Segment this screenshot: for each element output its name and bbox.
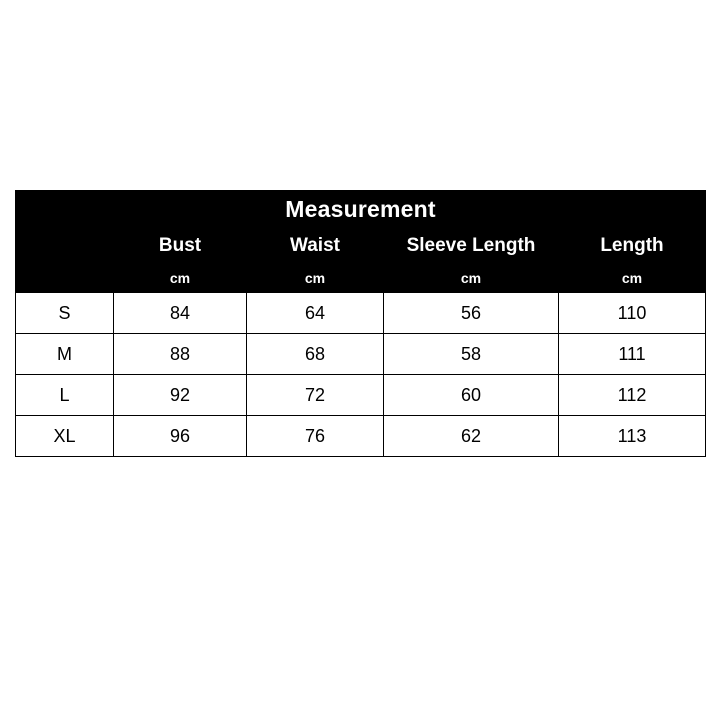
header-cell-length: Length	[559, 228, 706, 264]
unit-cell-sleeve-length: cm	[384, 264, 559, 293]
cell-bust: 84	[114, 293, 247, 334]
table-unit-row	[16, 264, 706, 293]
table-row	[16, 375, 706, 416]
table-title: Measurement	[16, 191, 706, 228]
unit-cell-bust: cm	[114, 264, 247, 293]
unit-cell-corner	[16, 264, 114, 293]
cell-bust: 96	[114, 416, 247, 457]
cell-length: 113	[559, 416, 706, 457]
unit-cell-length: cm	[559, 264, 706, 293]
measurement-table	[15, 190, 706, 457]
table-row	[16, 416, 706, 457]
cell-sleeve-length: 58	[384, 334, 559, 375]
cell-waist: 76	[247, 416, 384, 457]
cell-size: L	[16, 375, 114, 416]
cell-bust: 88	[114, 334, 247, 375]
table-header-row	[16, 228, 706, 264]
cell-waist: 68	[247, 334, 384, 375]
unit-cell-waist: cm	[247, 264, 384, 293]
cell-length: 112	[559, 375, 706, 416]
table-row	[16, 293, 706, 334]
cell-sleeve-length: 56	[384, 293, 559, 334]
header-cell-sleeve-length: Sleeve Length	[384, 228, 559, 264]
header-cell-waist: Waist	[247, 228, 384, 264]
cell-waist: 72	[247, 375, 384, 416]
cell-size: M	[16, 334, 114, 375]
header-cell-bust: Bust	[114, 228, 247, 264]
cell-size: S	[16, 293, 114, 334]
cell-sleeve-length: 62	[384, 416, 559, 457]
size-chart-container	[15, 190, 705, 457]
cell-waist: 64	[247, 293, 384, 334]
header-cell-corner	[16, 228, 114, 264]
cell-sleeve-length: 60	[384, 375, 559, 416]
cell-size: XL	[16, 416, 114, 457]
cell-bust: 92	[114, 375, 247, 416]
cell-length: 111	[559, 334, 706, 375]
cell-length: 110	[559, 293, 706, 334]
table-title-row	[16, 191, 706, 228]
table-row	[16, 334, 706, 375]
